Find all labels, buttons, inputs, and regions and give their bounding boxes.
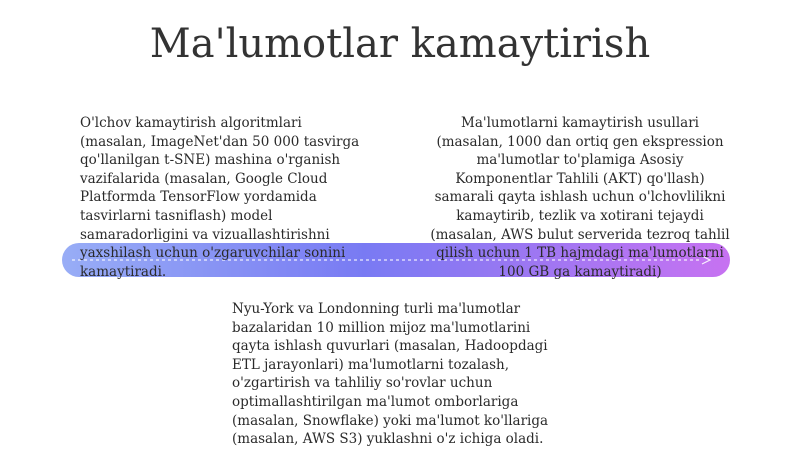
right-text-line: kamaytirib, tezlik va xotirani tejaydi [456,207,704,224]
right-text-line: (masalan, AWS bulut serverida tezroq tahlil [430,226,730,243]
left-text-line: (masalan, ImageNet'dan 50 000 tasvirga [80,133,360,150]
left-text-line: kamaytiradi. [80,263,167,280]
bottom-text-line: (masalan, AWS S3) yuklashni o'z ichiga oladi. [232,431,544,448]
right-text-block [410,114,750,281]
bottom-text-line: o'zgartirish va tahliliy so'rovlar uchun [232,375,493,392]
bottom-text-line: qayta ishlash quvurlari (masalan, Hadoopdagi [232,338,548,355]
left-text-line: vazifalarida (masalan, Google Cloud [80,170,328,187]
right-text-line: Ma'lumotlarni kamaytirish usullari [461,115,699,131]
left-text-block [80,114,400,281]
left-text-line: O'lchov kamaytirish algoritmlari [80,115,302,131]
right-text-line: samarali qayta ishlash uchun o'lchovlilikni [434,189,726,206]
bottom-text-line: (masalan, Snowflake) yoki ma'lumot ko'llariga [232,412,549,429]
right-text-line: qilish uchun 1 TB hajmdagi ma'lumotlarni [436,245,724,262]
bottom-text-line: ETL jarayonlari) ma'lumotlarni tozalash, [232,356,510,373]
left-text-line: Platformda TensorFlow yordamida [80,189,317,206]
right-text-line: (masalan, 1000 dan ortiq gen ekspression [436,133,724,150]
left-text-line: yaxshilash uchun o'zgaruvchilar sonini [80,245,346,262]
right-text-line: ma'lumotlar to'plamiga Asosiy [476,152,684,169]
right-text-line: Komponentlar Tahlili (AKT) qo'llash) [455,170,705,187]
bottom-text-block [232,300,592,449]
bottom-text-line: optimallashtirilgan ma'lumot omborlariga [232,393,519,410]
bottom-text-line: bazalaridan 10 million mijoz ma'lumotlarini [232,319,531,336]
left-text-line: qo'llanilgan t-SNE) mashina o'rganish [80,152,341,169]
left-text-line: tasvirlarni tasniflash) model [80,207,273,224]
bottom-text-line: Nyu-York va Londonning turli ma'lumotlar [232,301,521,317]
right-text-line: 100 GB ga kamaytiradi) [498,263,662,280]
diagram-title: Ma'lumotlar kamaytirish [149,21,651,67]
left-text-line: samaradorligini va vizuallashtirishni [80,226,330,243]
